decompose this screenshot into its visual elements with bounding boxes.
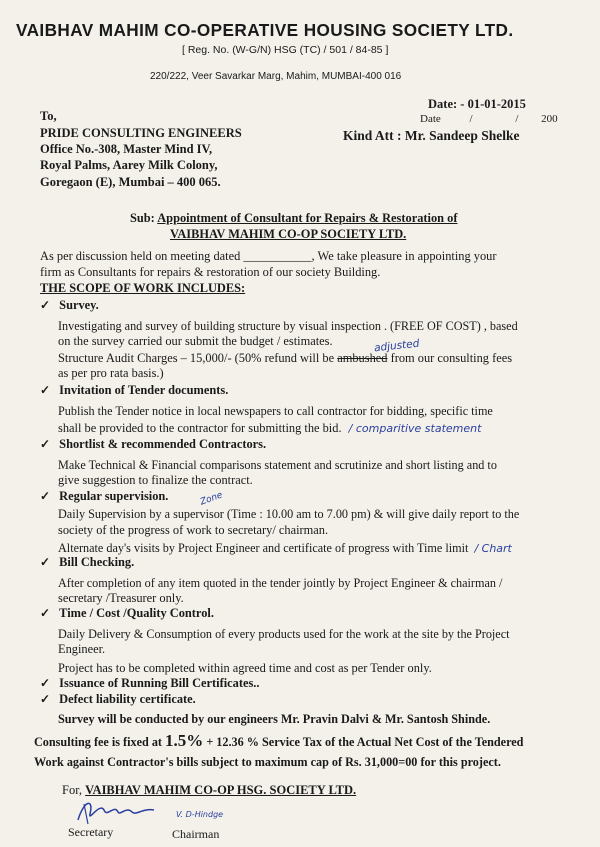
tcq-line-2: Engineer. (58, 642, 106, 656)
recipient-line-3: Royal Palms, Aarey Milk Colony, (40, 158, 218, 172)
handwritten-adjusted: adjusted (373, 337, 420, 355)
bill-line-2: secretary /Treasurer only. (58, 591, 184, 605)
check-icon: ✓ (40, 437, 51, 451)
printed-date-label: Date (420, 113, 441, 125)
tender-line-2 (58, 421, 481, 436)
survey-line-2: on the survey carried our submit the budget / estimates. (58, 334, 333, 348)
subject-line-1 (130, 211, 457, 226)
meeting-date-blank: ___________ (243, 249, 312, 263)
printed-date-sep2: / (515, 113, 519, 125)
supervision-line-2: society of the progress of work to secretary/ chairman. (58, 523, 329, 537)
scope-item-survey (40, 298, 99, 313)
scope-title-defect: Defect liability certificate. (59, 692, 196, 706)
scope-item-running-bills (40, 676, 260, 691)
scope-title-shortlist: Shortlist & recommended Contractors. (59, 437, 267, 451)
struck-word: ambushed (337, 351, 388, 365)
supervision-line-1 (58, 507, 519, 522)
tender-text-2: shall be provided to the contractor for submitting the bid. (58, 421, 342, 435)
intro-line-1 (40, 249, 496, 264)
scope-title-tender: Invitation of Tender documents. (59, 383, 229, 397)
check-icon: ✓ (40, 298, 51, 312)
recipient-line-4: Goregaon (E), Mumbai – 400 065. (40, 175, 221, 189)
signoff-for: For, (62, 783, 82, 797)
check-icon: ✓ (40, 555, 51, 569)
handwritten-comparative: / comparitive statement (348, 422, 482, 435)
scope-title-tcq: Time / Cost /Quality Control. (59, 606, 214, 620)
fee-line-2: Work against Contractor's bills subject to maximum cap of Rs. 31,000=00 for this project. (34, 755, 501, 769)
subject-text-1: Appointment of Consultant for Repairs & Restoration of (157, 211, 458, 225)
scope-item-bill (40, 555, 134, 570)
survey-line-4: as per pro rata basis.) (58, 366, 164, 380)
fee-percent: 1.5% (165, 731, 204, 750)
chairman-label: Chairman (172, 827, 220, 841)
tender-line-1: Publish the Tender notice in local newspapers to call contractor for bidding, specific time (58, 404, 493, 418)
survey-text-3a: Structure Audit Charges – 15,000/- (50% refund will be (58, 351, 335, 365)
tcq-line-3: Project has to be completed within agreed time and cost as per Tender only. (58, 661, 432, 675)
supervision-text-3: Alternate day's visits by Project Engineer and certificate of progress with Time limit (58, 541, 469, 555)
survey-line-3 (58, 351, 512, 366)
kind-attention: Kind Att : Mr. Sandeep Shelke (343, 128, 520, 143)
survey-line-1: Investigating and survey of building structure by visual inspection . (FREE OF COST) , based (58, 319, 518, 333)
handwritten-chart: / Chart (474, 542, 512, 555)
subject-line-2: VAIBHAV MAHIM CO-OP SOCIETY LTD. (170, 227, 407, 241)
intro-line-2: firm as Consultants for repairs & restoration of our society Building. (40, 265, 381, 279)
scope-title-supervision: Regular supervision. (59, 489, 169, 503)
survey-engineers: Survey will be conducted by our engineers Mr. Pravin Dalvi & Mr. Santosh Shinde. (58, 712, 491, 726)
society-address: 220/222, Veer Savarkar Marg, Mahim, MUMBAI-400 016 (150, 71, 402, 82)
letter-date: Date: - 01-01-2015 (428, 97, 526, 111)
supervision-text-1b: a supervisor (Time : 10.00 am to 7.00 pm) & will give daily report to the (164, 507, 520, 521)
subject-prefix: Sub: (130, 211, 155, 225)
handwritten-zone: Zone (198, 490, 224, 508)
chairman-signature: V. D-Hindge (176, 810, 224, 819)
scope-title-bill: Bill Checking. (59, 555, 135, 569)
recipient-line-2: Office No.-308, Master Mind IV, (40, 142, 213, 156)
check-icon: ✓ (40, 383, 51, 397)
check-icon: ✓ (40, 692, 51, 706)
tcq-line-1: Daily Delivery & Consumption of every products used for the work at the site by the Project (58, 627, 510, 641)
registration-number: [ Reg. No. (W-G/N) HSG (TC) / 501 / 84-85 ] (182, 44, 389, 56)
recipient-line-1: PRIDE CONSULTING ENGINEERS (40, 126, 242, 140)
fee-line-1 (34, 731, 523, 751)
supervision-text-1a: Daily Supervision by (58, 507, 162, 521)
fee-rest: + 12.36 % Service Tax of the Actual Net Cost of the Tendered (206, 735, 524, 749)
intro-text-1a: As per discussion held on meeting dated (40, 249, 241, 263)
check-icon: ✓ (40, 489, 51, 503)
survey-text-3b: from our consulting fees (390, 351, 513, 365)
check-icon: ✓ (40, 676, 51, 690)
printed-date-field (420, 113, 558, 125)
signoff-society: VAIBHAV MAHIM CO-OP HSG. SOCIETY LTD. (85, 783, 357, 797)
scope-item-defect (40, 692, 196, 707)
scope-item-supervision (40, 489, 168, 504)
shortlist-line-2: give suggestion to finalize the contract. (58, 473, 253, 487)
scope-heading: THE SCOPE OF WORK INCLUDES: (40, 281, 246, 295)
printed-date-sep1: / (469, 113, 473, 125)
secretary-signature (74, 794, 164, 828)
supervision-line-3 (58, 541, 512, 556)
printed-date-year: 200 (541, 113, 558, 125)
society-name: VAIBHAV MAHIM CO-OPERATIVE HOUSING SOCIETY LTD. (16, 20, 514, 40)
scope-item-shortlist (40, 437, 266, 452)
shortlist-line-1: Make Technical & Financial comparisons statement and scrutinize and short listing and to (58, 458, 497, 472)
check-icon: ✓ (40, 606, 51, 620)
fee-prefix: Consulting fee is fixed at (34, 735, 162, 749)
scope-item-tcq (40, 606, 214, 621)
intro-text-1b: , We take pleasure in appointing your (311, 249, 497, 263)
scope-title-running-bills: Issuance of Running Bill Certificates.. (59, 676, 260, 690)
secretary-label: Secretary (68, 825, 114, 839)
scope-title-survey: Survey. (59, 298, 99, 312)
bill-line-1: After completion of any item quoted in the tender jointly by Project Engineer & chairman / (58, 576, 503, 590)
salutation-to: To, (40, 109, 57, 123)
scope-item-tender (40, 383, 228, 398)
